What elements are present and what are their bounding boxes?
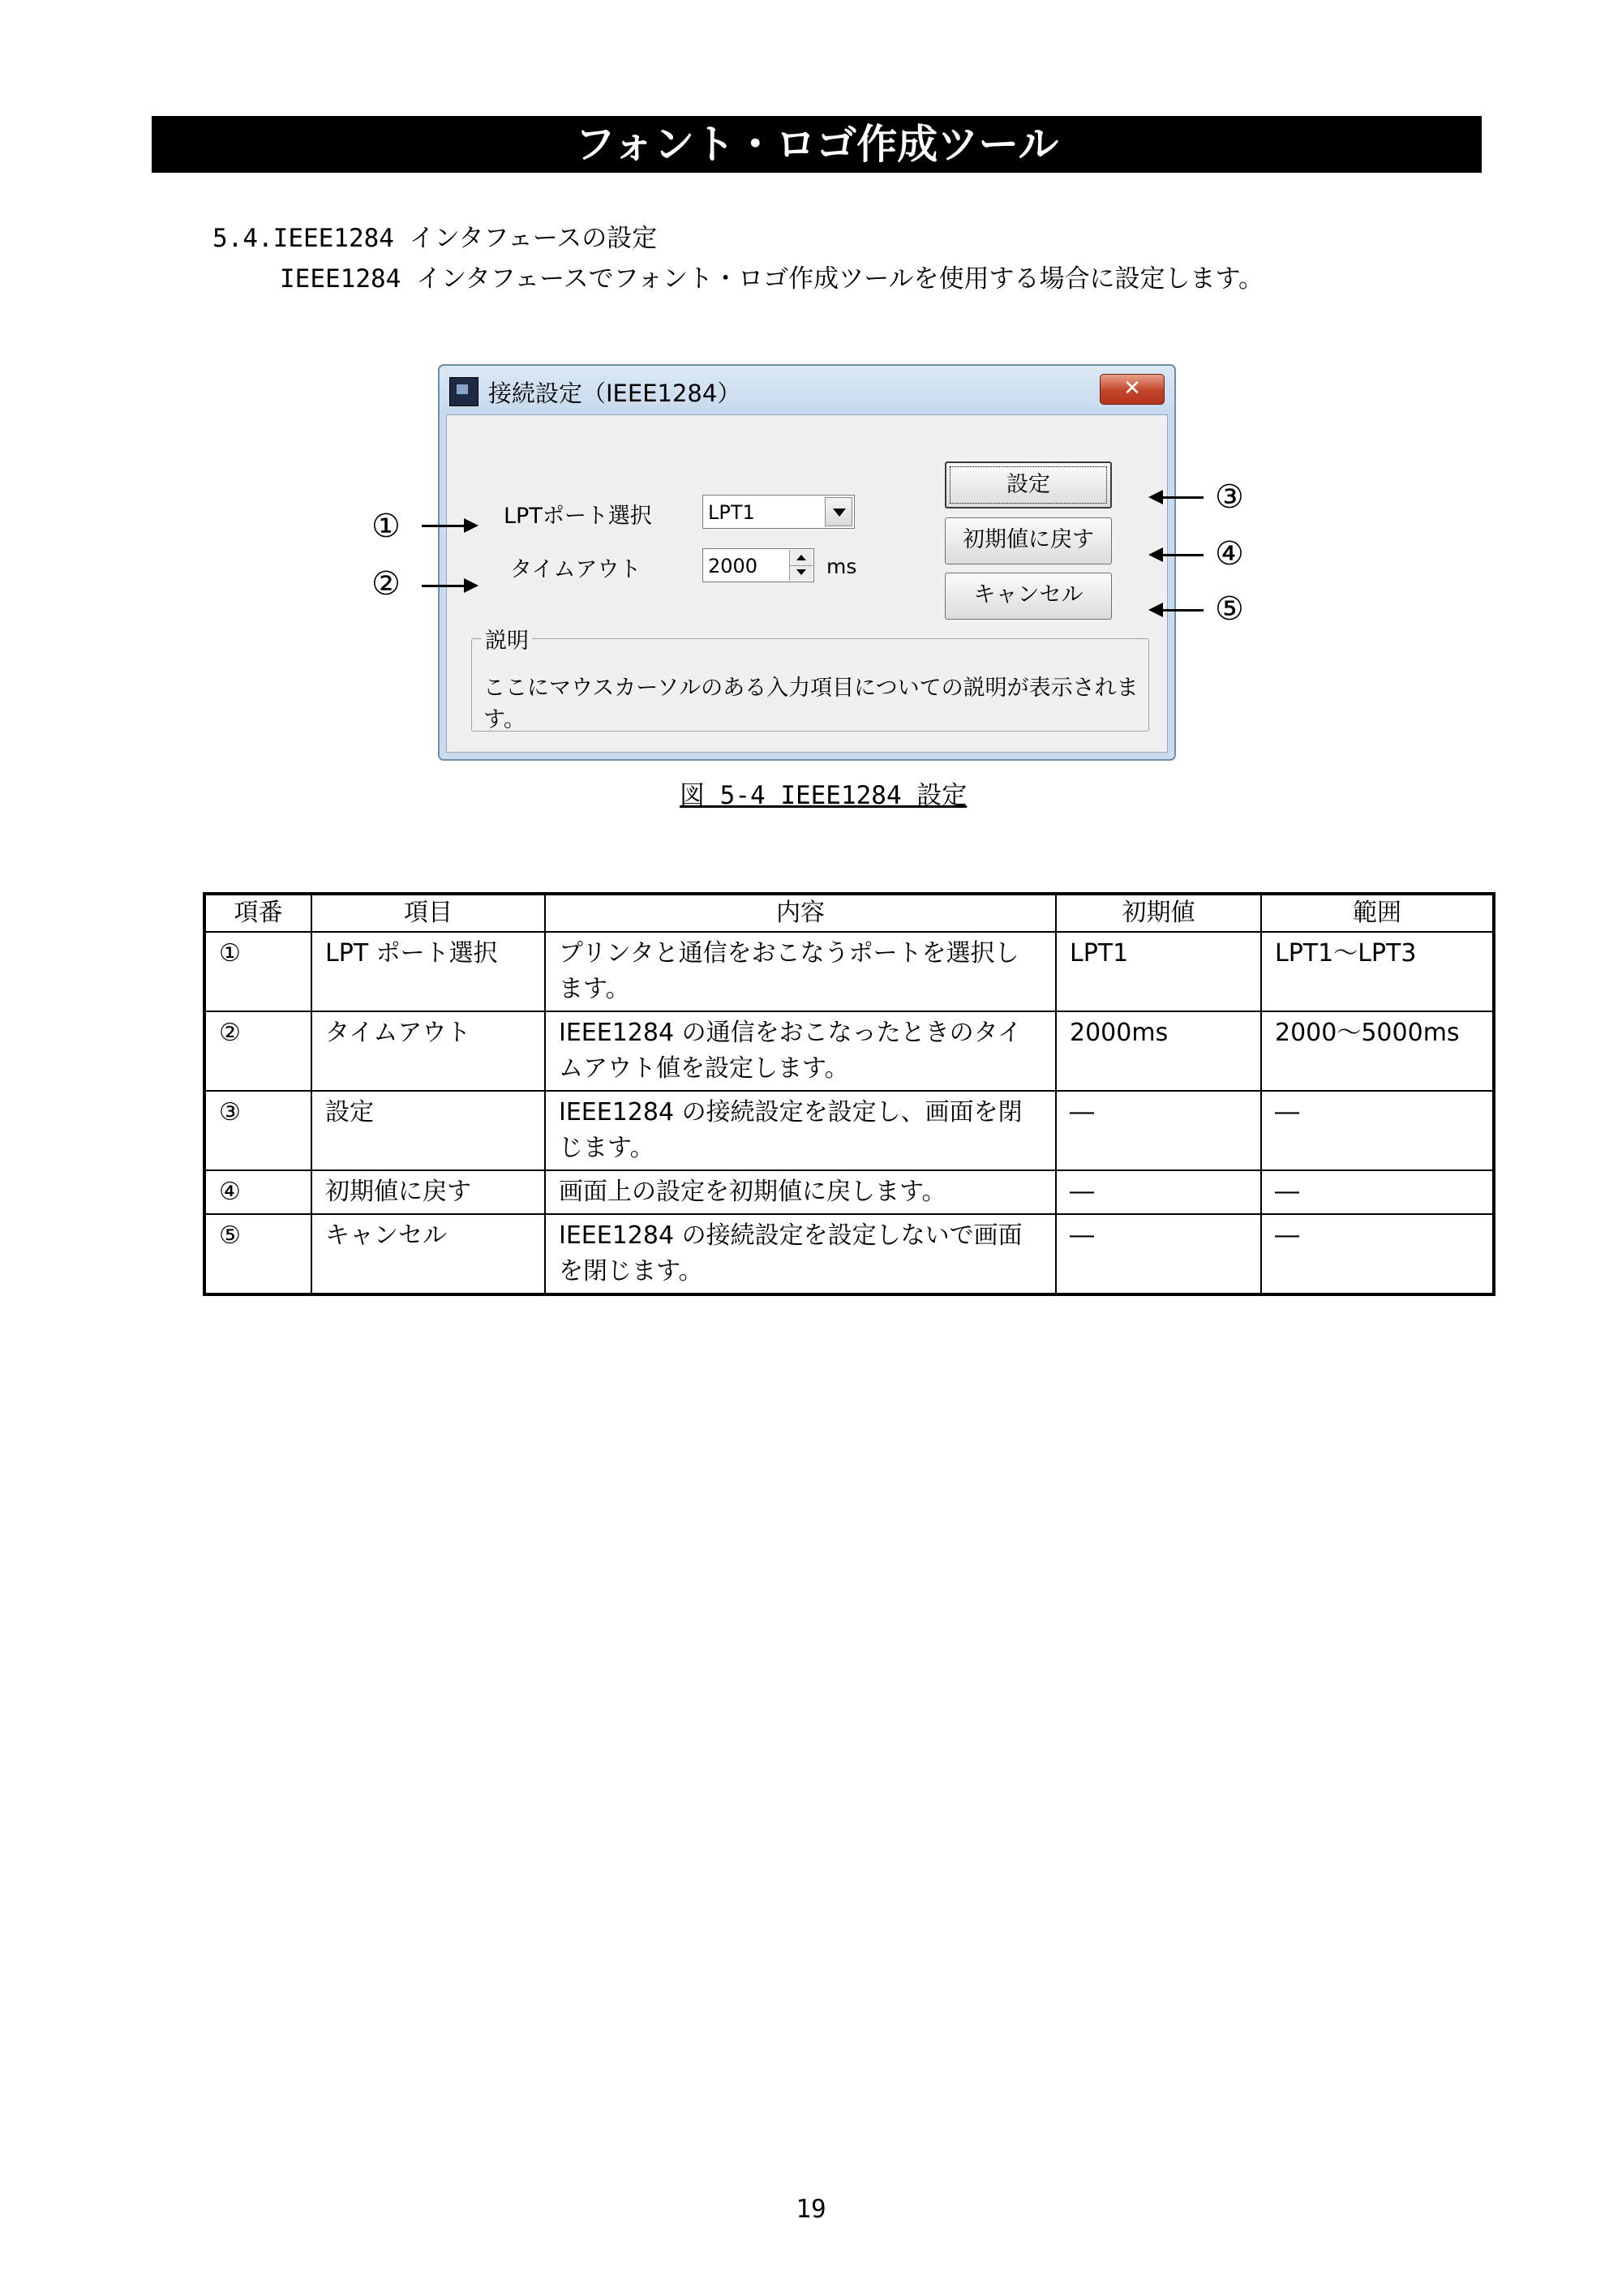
help-groupbox (471, 629, 1149, 732)
app-icon (449, 377, 478, 406)
row-range: ― (1261, 1214, 1494, 1294)
page-header-title: フォント・ロゴ作成ツール (574, 121, 1059, 168)
row-range: 2000～5000ms (1261, 1011, 1494, 1091)
section-title: 5.4.IEEE1284 インタフェースの設定 (212, 224, 658, 253)
close-button[interactable]: ✕ (1100, 374, 1165, 405)
row-item: 設定 (311, 1091, 545, 1170)
callout-4-arrow (1152, 554, 1204, 556)
row-content: IEEE1284 の接続設定を設定し、画面を閉じます。 (545, 1091, 1056, 1170)
row-item: キャンセル (311, 1214, 545, 1294)
timeout-unit: ms (826, 555, 857, 578)
figure-caption: 図 5-4 IEEE1284 設定 (680, 781, 968, 810)
col-header-number: 項番 (204, 894, 311, 932)
settings-table (203, 892, 1495, 1296)
row-item: タイムアウト (311, 1011, 545, 1091)
row-range: ― (1261, 1170, 1494, 1214)
table-row (204, 1091, 1494, 1170)
row-range: ― (1261, 1091, 1494, 1170)
col-header-range: 範囲 (1261, 894, 1494, 932)
callout-5-arrow (1152, 609, 1204, 612)
row-default: LPT1 (1056, 932, 1261, 1011)
lpt-port-value: LPT1 (708, 501, 755, 524)
row-content: 画面上の設定を初期値に戻します。 (545, 1170, 1056, 1214)
dialog-titlebar[interactable] (440, 366, 1174, 414)
timeout-value[interactable]: 2000 (708, 555, 758, 577)
spinner-buttons (789, 550, 813, 581)
row-number: ⑤ (204, 1214, 311, 1294)
row-item: LPT ポート選択 (311, 932, 545, 1011)
dialog-title: 接続設定（IEEE1284） (488, 380, 741, 407)
row-range: LPT1～LPT3 (1261, 932, 1494, 1011)
dialog-body (446, 414, 1168, 753)
table-row (204, 1170, 1494, 1214)
row-default: ― (1056, 1091, 1261, 1170)
row-content: IEEE1284 の通信をおこなったときのタイムアウト値を設定します。 (545, 1011, 1056, 1091)
callout-2: ② (371, 565, 401, 603)
timeout-label: タイムアウト (510, 557, 642, 582)
callout-3: ③ (1215, 479, 1244, 516)
spin-up-icon[interactable] (790, 550, 813, 566)
callout-3-arrow (1152, 496, 1204, 499)
table-row (204, 1214, 1494, 1294)
row-number: ④ (204, 1170, 311, 1214)
row-number: ② (204, 1011, 311, 1091)
col-header-item: 項目 (311, 894, 545, 932)
callout-2-arrow (422, 585, 475, 587)
row-default: ― (1056, 1170, 1261, 1214)
callout-5: ⑤ (1215, 590, 1244, 628)
reset-defaults-button[interactable]: 初期値に戻す (945, 517, 1112, 564)
row-item: 初期値に戻す (311, 1170, 545, 1214)
page-number: 19 (796, 2195, 826, 2224)
connection-settings-dialog (438, 364, 1176, 761)
col-header-default: 初期値 (1056, 894, 1261, 932)
row-number: ③ (204, 1091, 311, 1170)
row-default: ― (1056, 1214, 1261, 1294)
callout-1-arrow (422, 525, 475, 527)
row-content: プリンタと通信をおこなうポートを選択します。 (545, 932, 1056, 1011)
table-row (204, 932, 1494, 1011)
set-button[interactable]: 設定 (945, 461, 1112, 509)
spin-down-icon[interactable] (790, 565, 813, 581)
lpt-port-label: LPTポート選択 (504, 504, 652, 529)
row-content: IEEE1284 の接続設定を設定しないで画面を閉じます。 (545, 1214, 1056, 1294)
chevron-down-icon[interactable] (825, 497, 852, 526)
page-header-bar (152, 116, 1482, 173)
callout-1: ① (371, 508, 401, 545)
help-text: ここにマウスカーソルのある入力項目についての説明が表示されます。 (483, 676, 1139, 732)
timeout-spinner[interactable] (702, 548, 814, 582)
section-description: IEEE1284 インタフェースでフォント・ロゴ作成ツールを使用する場合に設定します。 (280, 264, 1264, 294)
cancel-button[interactable]: キャンセル (945, 573, 1112, 620)
lpt-port-select[interactable] (702, 495, 855, 529)
table-row (204, 1011, 1494, 1091)
table-header-row (204, 894, 1494, 932)
help-group-label: 説明 (482, 623, 532, 654)
row-default: 2000ms (1056, 1011, 1261, 1091)
col-header-content: 内容 (545, 894, 1056, 932)
row-number: ① (204, 932, 311, 1011)
callout-4: ④ (1215, 535, 1244, 573)
